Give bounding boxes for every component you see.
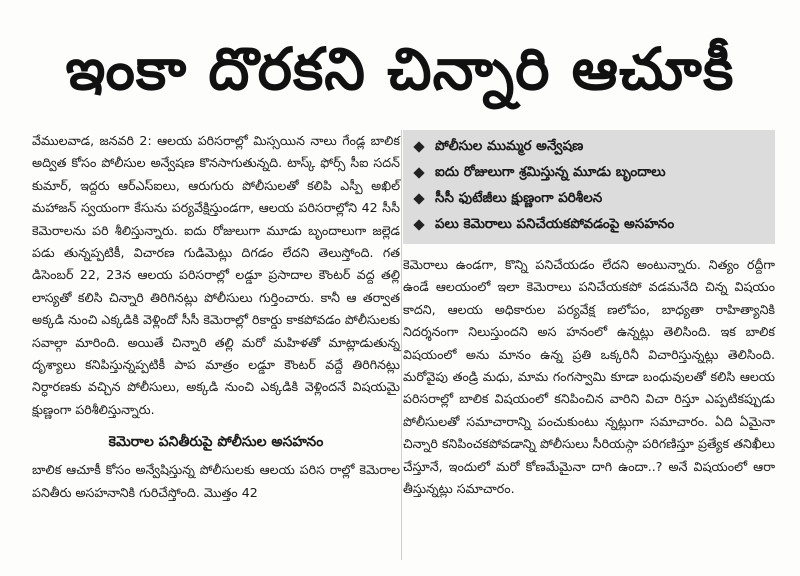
highlight-item	[415, 186, 765, 212]
left-column	[32, 130, 400, 504]
diamond-bullet-icon	[413, 167, 424, 178]
highlight-item	[415, 212, 765, 238]
diamond-bullet-icon	[413, 193, 424, 204]
headline: ఇంకా దొరకని చిన్నారి ఆచూకీ	[65, 34, 735, 103]
highlight-text: సీసీ ఫుటేజీలు క్షుణ్ణంగా పరిశీలన	[435, 189, 603, 206]
column-divider	[401, 130, 402, 560]
article-paragraph-2: బాలిక ఆచూకీ కోసం అన్వేషిస్తున్న పోలీసులకు ఆలయ పరిస రాల్లో కెమెరాల పనితీరు అసహనానికి గురిచేస్తోంది. మొత్తం 42	[32, 462, 400, 500]
right-column	[403, 130, 775, 500]
diamond-bullet-icon	[413, 141, 424, 152]
diamond-bullet-icon	[413, 219, 424, 230]
article-paragraph-1: వేములవాడ, జనవరి 2: ఆలయ పరిసరాల్లో మిస్సయిన నాలు గేండ్ల బాలిక అద్విత కోసం పోలీసుల అన్వేషణ కొనసాగుతున్నది. టాస్క్ ఫోర్స్ సీఐ సదన్ కుమార్, ఇద్దరు ఆర్ఎస్ఐలు, ఆరుగురు పోలీసులతో కలిపి ఎస్పీ అఖిల్ మహాజన్ స్వయంగా కేసును పర్యవేక్షిస్తుండగా, ఆలయ పరిసరాల్లోని 42 సీసీ కెమెరాలను పరి శీలిస్తున్నారు. ఐదు రోజులుగా మూడు బృందాలుగా జల్లెడ పడు తున్నప్పటికీ, విచారణ గుడిమెట్లు దిగడం లేదని తెలుస్తోంది. గత డిసెంబర్ 22, 23న ఆలయ పరిసరాల్లో లడ్డూ ప్రసాదాల కౌంటర్ వద్ద తల్లి లాస్యతో కలిసి చిన్నారి తిరిగినట్లు పోలీసులు గుర్తించారు. కానీ ఆ తర్వాత అక్కడి నుంచి ఎక్కడికి వెళ్లిందో సీసీ కెమెరాల్లో రికార్డు కాకపోవడం పోలీసులకు సవాల్గా మారింది. అయితే చిన్నారి తల్లి మరో మహిళతో మాట్లాడుతున్న దృశ్యాలు కనిపిస్తున్నప్పటికీ పాప మాత్రం లడ్డూ కౌంటర్ వద్దే తిరిగినట్లు నిర్ధారణకు వచ్చిన పోలీసులు, అక్కడి నుంచి ఎక్కడికి వెళ్లిందనే విషయమై క్షుణ్ణంగా పరిశీలిస్తున్నారు.	[32, 133, 400, 417]
highlight-text: పోలీసుల ముమ్మర అన్వేషణ	[435, 137, 584, 154]
highlight-text: పలు కెమెరాలు పనిచేయకపోవడంపై అసహనం	[435, 215, 675, 232]
highlight-item	[415, 160, 765, 186]
article-paragraph-3: కెమెరాలు ఉండగా, కొన్ని పనిచేయడం లేదని అంటున్నారు. నిత్యం రద్దీగా ఉండే ఆలయంలో ఇలా కెమెరాలు పనిచేయకపో వడమనేది చిన్న విషయం కాదని, ఆలయ అధికారుల పర్యవేక్ష ణలోపం, బాధ్యతా రాహిత్యానికి నిదర్శనంగా నిలుస్తుందని అస హనంలో ఉన్నట్లు తెలిసింది. ఇక బాలిక విషయంలో అను మానం ఉన్న ప్రతి ఒక్కరినీ విచారిస్తున్నట్లు తెలిసింది. మరోవైపు తండ్రి మధు, మామ గంగస్వామి కూడా బంధువులతో కలిసి ఆలయ పరిసరాల్లో బాలిక విషయంలో కనిపించిన వారిని విచా రిస్తూ ఎప్పటికప్పుడు పోలీసులతో సమాచారాన్ని పంచుకుంటు న్నట్లుగా సమాచారం. ఏది ఏమైనా చిన్నారి కనిపించకపోవడాన్ని పోలీసులు సీరియస్గా పరిగణిస్తూ ప్రత్యేక తనిఖీలు చేస్తూనే, ఇందులో మరో కోణమేమైనా దాగి ఉందా..? అనే విషయంలో ఆరా తీస్తున్నట్లు సమాచారం.	[403, 257, 775, 497]
highlight-item	[415, 134, 765, 160]
highlights-box	[403, 130, 775, 244]
subheading: కెమెరాల పనితీరుపై పోలీసుల అసహనం	[108, 434, 324, 451]
highlight-text: ఐదు రోజులుగా శ్రమిస్తున్న మూడు బృందాలు	[435, 163, 666, 180]
